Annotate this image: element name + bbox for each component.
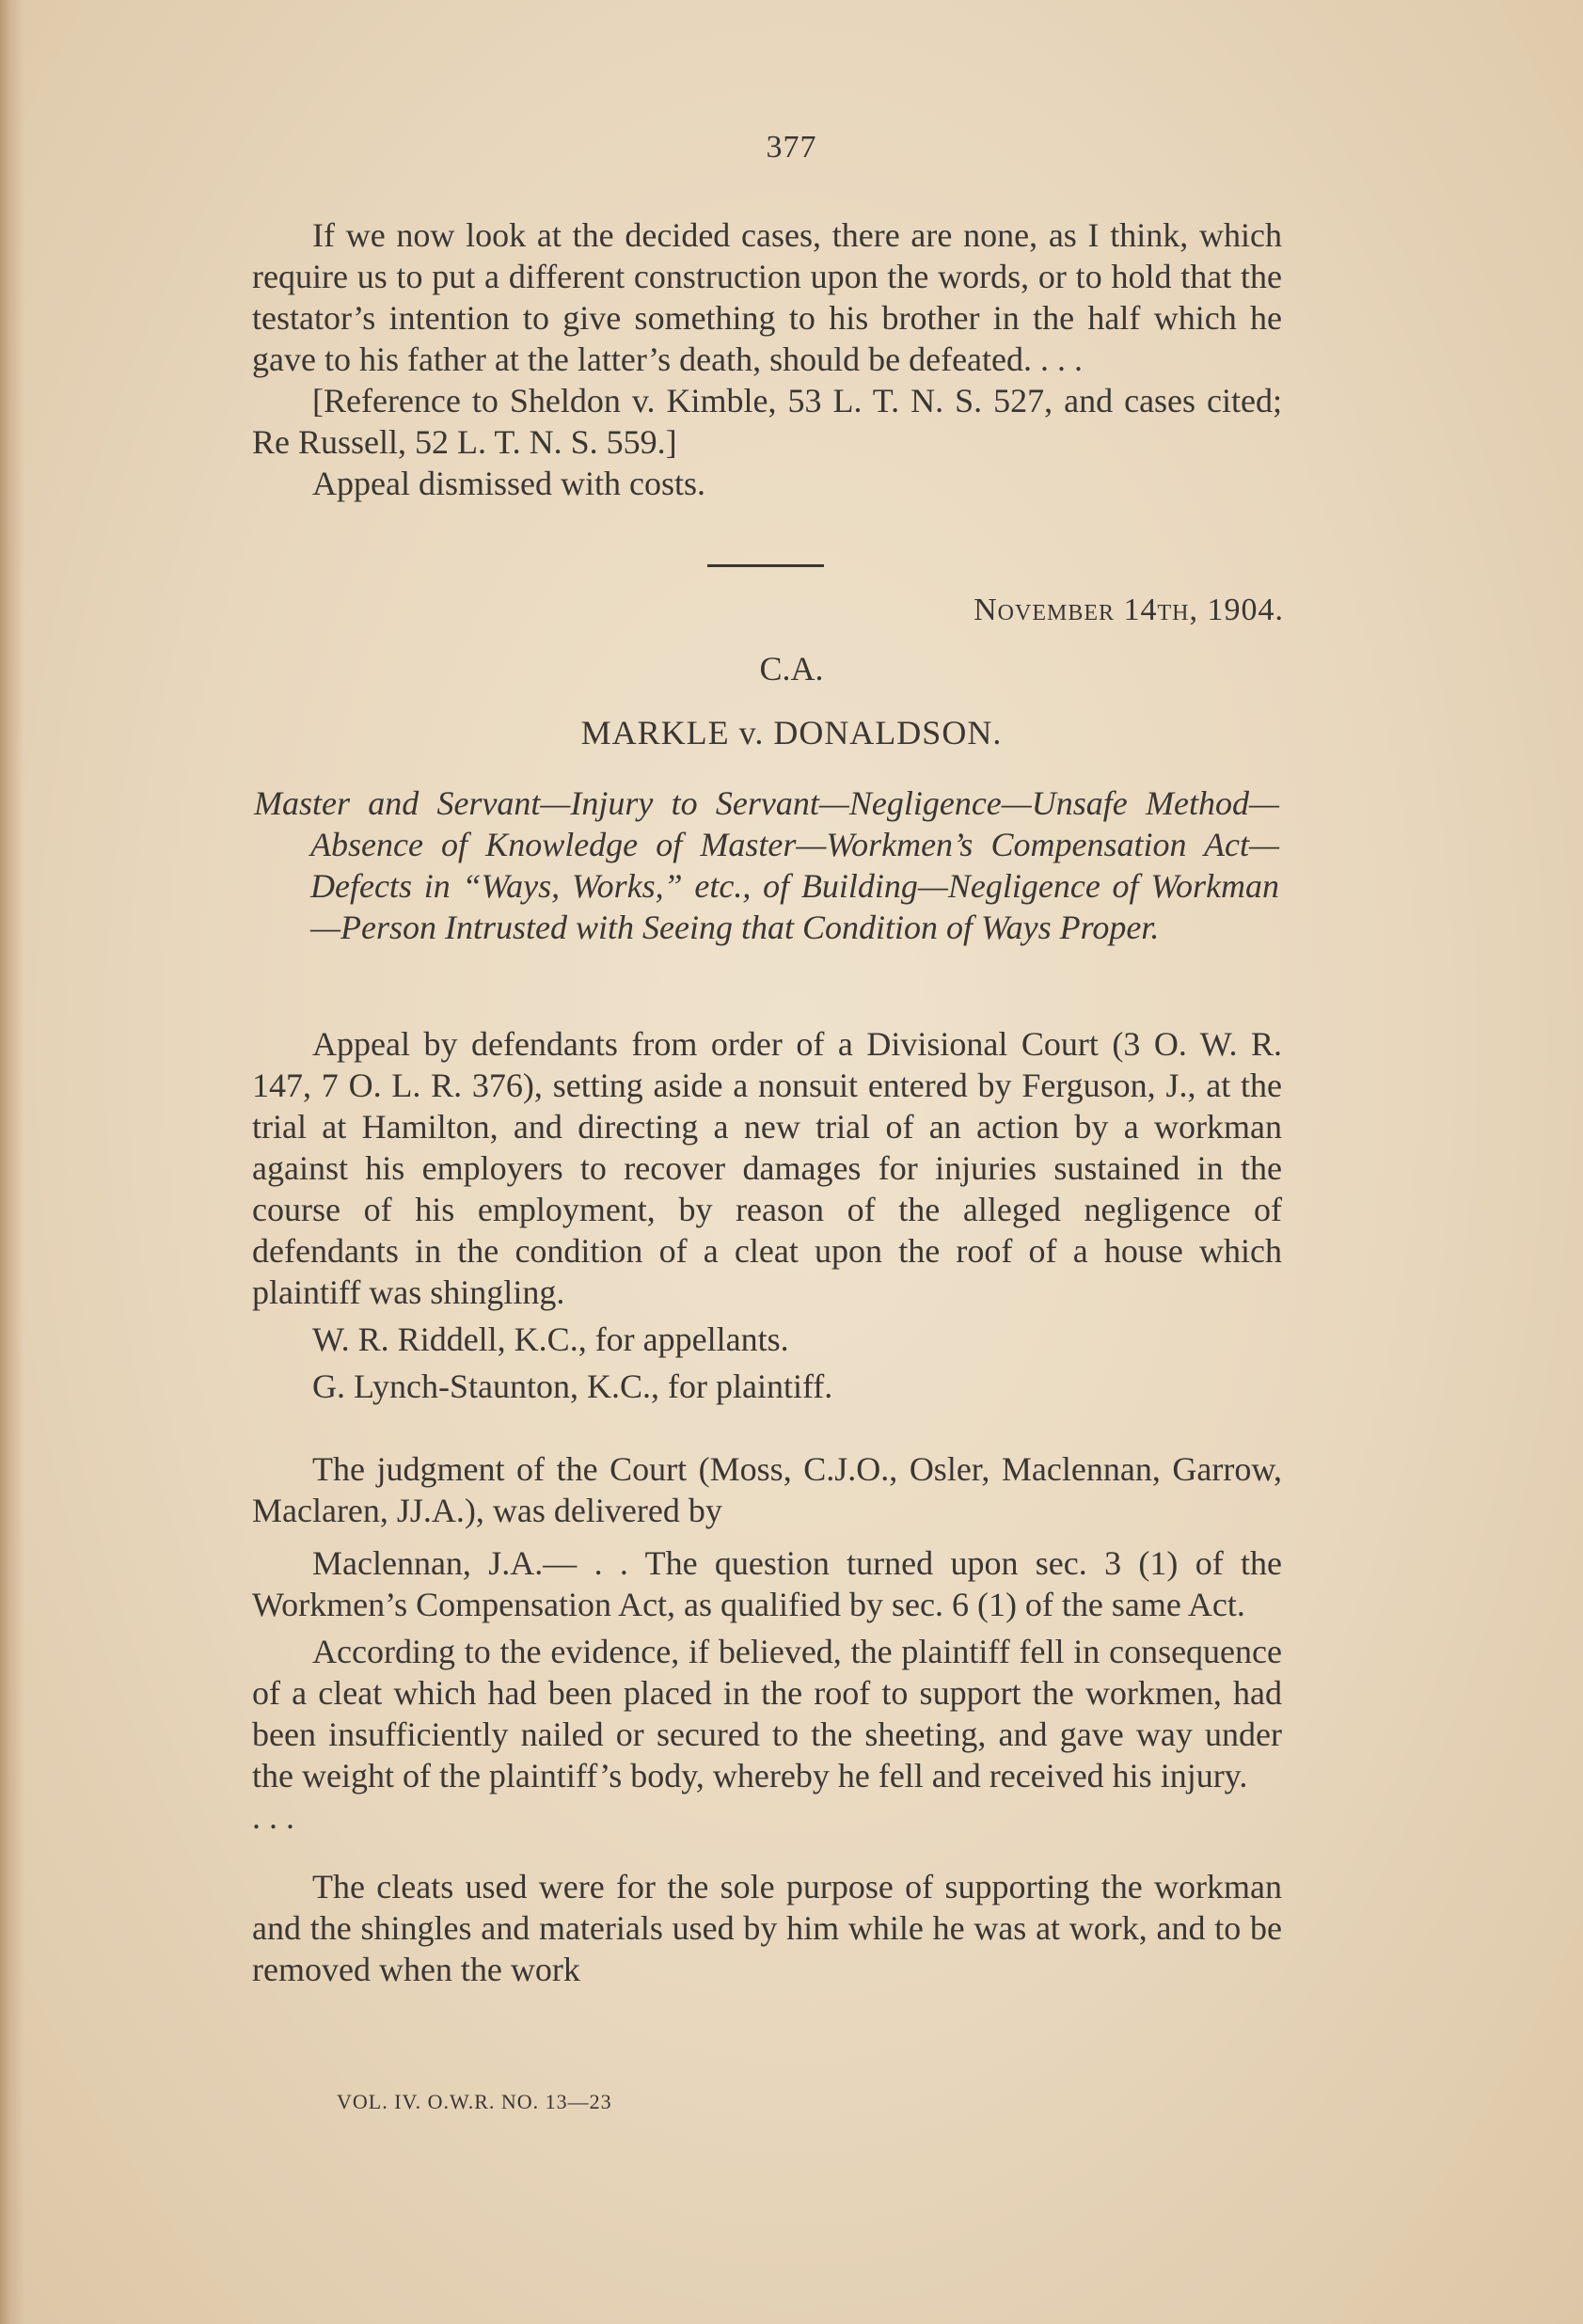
evidence-paragraph: According to the evidence, if believed, the plaintiff fell in consequence of a cleat which had been placed in the roof to support the workmen, had been insufficiently nailed or secured to the sheeting, and gave way under the weight of the plaintiff’s body, whereby he fell and received his injury. — [252, 1633, 1282, 1794]
decision-date: November 14th, 1904. — [974, 593, 1284, 627]
judgment-intro: The judgment of the Court (Moss, C.J.O., Osler, Maclennan, Garrow, Maclaren, JJ.A.), was delivered by — [252, 1450, 1282, 1529]
case-body — [252, 1023, 1282, 1990]
section-divider — [707, 564, 824, 567]
headnote: Master and Servant—Injury to Servant—Negligence—Unsafe Method—Absence of Knowledge of Master—Workmen’s Compensation Act—Defects in “Ways, Works,” etc., of Building—Negligence of Workman—Person Intrusted with Seeing that Condition of Ways Proper. — [254, 784, 1279, 946]
page-edge-shadow — [0, 0, 24, 2324]
reference-paragraph: [Reference to Sheldon v. Kimble, 53 L. T. N. S. 527, and cases cited; Re Russell, 52 L. T. N. S. 559.] — [252, 382, 1282, 461]
volume-footer: VOL. IV. O.W.R. NO. 13—23 — [337, 2090, 612, 2113]
page-number: 377 — [766, 130, 817, 165]
counsel-appellants: W. R. Riddell, K.C., for appellants. — [312, 1320, 789, 1358]
disposition-line: Appeal dismissed with costs. — [312, 465, 705, 502]
cleats-paragraph: The cleats used were for the sole purpose of supporting the workman and the shingles and materials used by him while he was at work, and to be removed when the work — [252, 1868, 1282, 1988]
opening-section — [252, 214, 1282, 504]
ellipsis-line: . . . — [252, 1798, 294, 1836]
appeal-paragraph: Appeal by defendants from order of a Divisional Court (3 O. W. R. 147, 7 O. L. R. 376), setting aside a nonsuit entered by Ferguson, J., at the trial at Hamilton, and directing a new trial of an action by a workman against his employers to recover damages for injuries sustained in the course of his employment, by reason of the alleged negligence of defendants in the condition of a cleat upon the roof of a house which plaintiff was shingling. — [252, 1025, 1282, 1311]
case-title: MARKLE v. DONALDSON. — [580, 714, 1003, 751]
counsel-plaintiff: G. Lynch-Staunton, K.C., for plaintiff. — [312, 1368, 833, 1405]
court-abbreviation: C.A. — [759, 650, 824, 688]
judgment-opening: Maclennan, J.A.— . . The question turned upon sec. 3 (1) of the Workmen’s Compensation Act, as qualified by sec. 6 (1) of the same Act. — [252, 1544, 1282, 1623]
opening-paragraph: If we now look at the decided cases, there are none, as I think, which require us to put a different construction upon the words, or to hold that the testator’s intention to give something to his brother in the half which he gave to his father at the latter’s death, should be defeated. . . . — [252, 216, 1282, 378]
